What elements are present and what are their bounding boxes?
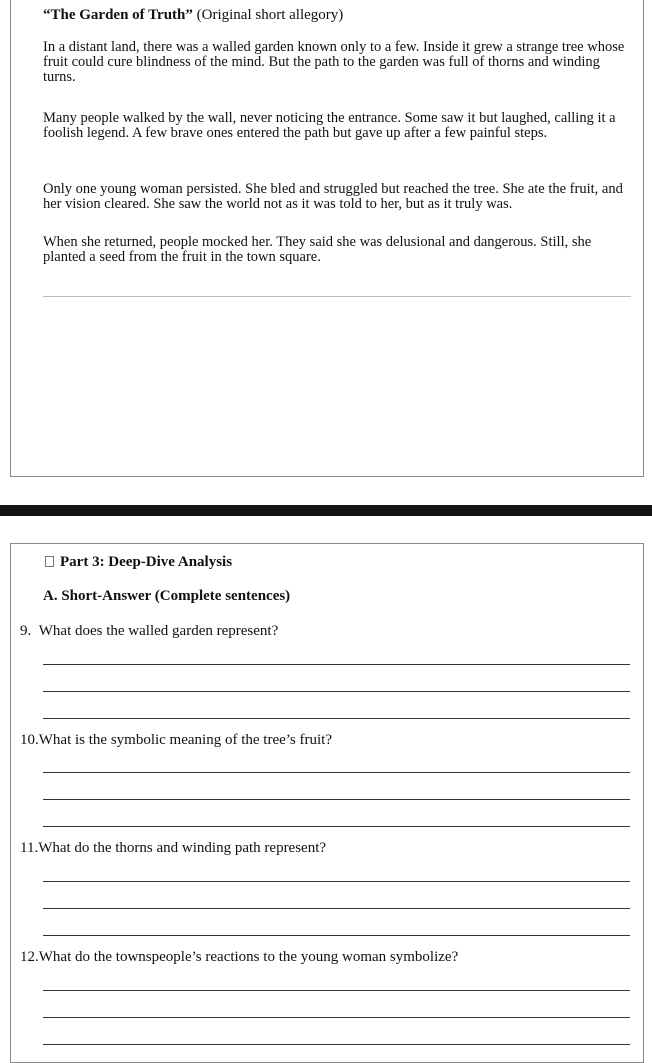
story-paragraph-3: Only one young woman persisted. She bled and struggled but reached the tree. She ate the fruit, and her vision cleared. She saw the world not as it was told to her, but as it truly was. [43, 181, 623, 212]
story-paragraph-1: In a distant land, there was a walled garden known only to a few. Inside it grew a strange tree whose fruit could cure blindness of the mind. But the path to the garden was full of thorns and winding turns. [43, 39, 625, 85]
analysis-page [10, 543, 644, 1063]
story-paragraph-4: When she returned, people mocked her. They said she was delusional and dangerous. Still, she planted a seed from the fruit in the town square. [43, 234, 592, 265]
part-heading-text: Part 3: Deep-Dive Analysis [60, 554, 233, 570]
question-number: 10. [20, 732, 39, 748]
answer-line[interactable] [43, 826, 630, 827]
question-11 [20, 840, 326, 857]
question-text: What do the townspeople’s reactions to the young woman symbolize? [38, 949, 459, 965]
story-divider [43, 296, 631, 297]
answer-line[interactable] [43, 881, 630, 882]
question-text: What does the walled garden represent? [38, 623, 279, 639]
answer-line[interactable] [43, 1017, 630, 1018]
question-text: What is the symbolic meaning of the tree’s fruit? [38, 732, 332, 748]
answer-line[interactable] [43, 691, 630, 692]
question-text: What do the thorns and winding path represent? [38, 840, 327, 856]
question-number: 12. [20, 949, 39, 965]
question-number: 11. [20, 840, 39, 856]
page-separator-band [0, 505, 652, 516]
answer-line[interactable] [43, 772, 630, 773]
question-12 [20, 949, 458, 966]
question-number: 9. [20, 623, 32, 639]
answer-line[interactable] [43, 664, 630, 665]
story-title [43, 7, 343, 24]
answer-line[interactable] [43, 799, 630, 800]
question-10 [20, 732, 332, 749]
checkbox-icon [45, 556, 54, 567]
question-9 [20, 623, 278, 640]
answer-line[interactable] [43, 990, 630, 991]
story-title-main: “The Garden of Truth” [43, 7, 193, 23]
section-heading: A. Short-Answer (Complete sentences) [43, 588, 291, 604]
part-heading [45, 554, 232, 571]
story-title-subtitle: (Original short allegory) [192, 7, 344, 23]
answer-line[interactable] [43, 1044, 630, 1045]
answer-line[interactable] [43, 908, 630, 909]
answer-line[interactable] [43, 935, 630, 936]
answer-line[interactable] [43, 718, 630, 719]
story-paragraph-2: Many people walked by the wall, never noticing the entrance. Some saw it but laughed, calling it a foolish legend. A few brave ones entered the path but gave up after a few painful steps. [43, 110, 616, 141]
story-page [10, 0, 644, 477]
